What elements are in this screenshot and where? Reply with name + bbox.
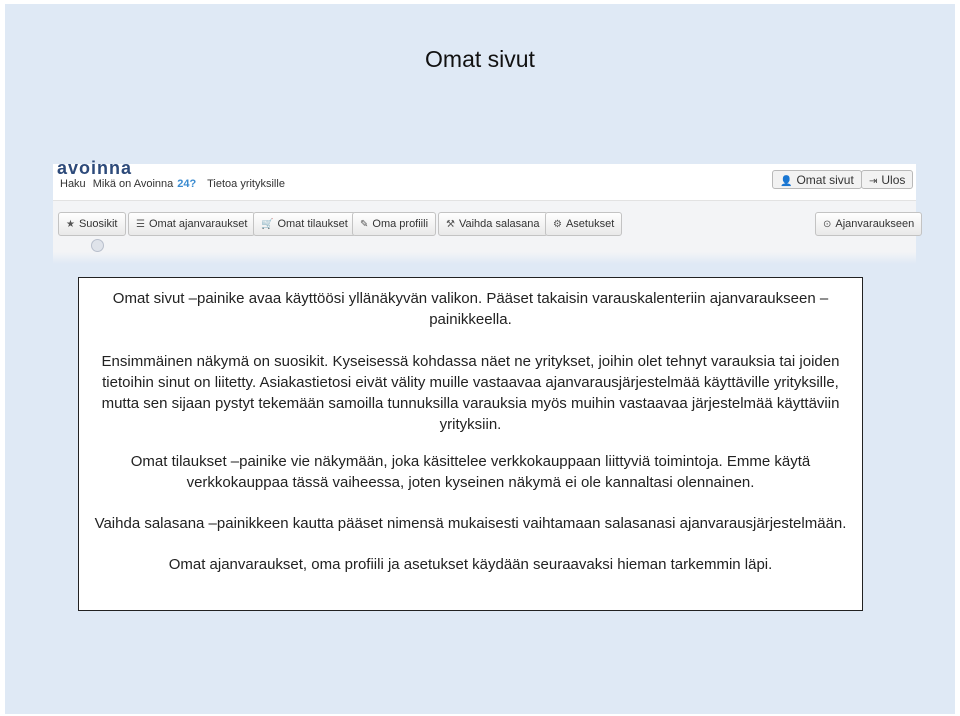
slide-title: Omat sivut	[425, 46, 535, 72]
app-screenshot	[53, 158, 916, 264]
screenshot-fade	[53, 252, 916, 264]
suosikit-button[interactable]: ★ Suosikit	[58, 212, 126, 236]
user-icon: 👤	[780, 176, 793, 187]
mika-link[interactable]: Mikä on Avoinna 24?	[92, 178, 197, 190]
ajanvaraukseen-button[interactable]: ⊙ Ajanvaraukseen	[815, 212, 922, 236]
slide	[5, 4, 955, 714]
info-paragraph-omat-tilaukset: Omat tilaukset –painike vie näkymään, joka käsittelee verkkokauppaan liittyviä toimintoja. Emme käytä verkkokauppaa tässä vaiheessa, joten kyseinen näkymä ei ole kannaltasi olennainen.	[130, 453, 811, 491]
user-nav	[53, 207, 916, 247]
haku-link[interactable]: Haku	[60, 178, 86, 190]
cart-icon: 🛒	[261, 219, 274, 230]
list-icon: ☰	[136, 219, 145, 230]
info-paragraph-suosikit: Ensimmäinen näkymä on suosikit. Kyseisessä kohdassa näet ne yritykset, joihin olet tehnyt varauksia tai joiden tietoihin sinut on liitetty. Asiakastietosi eivät välity muille vastaavaa ajanvarausjärjestelmää käyttäville yrityksille, mutta sen sijaan pystyt tekemään samoilla tunnuksilla varauksia myös muihin vastaavaa järjestelmää käyttäviin yrityksiin.	[101, 353, 840, 433]
breadcrumb	[60, 178, 289, 190]
gear-icon: ⚙	[553, 219, 562, 230]
logo: avoinna	[57, 158, 133, 178]
wrench-icon: ⚒	[446, 219, 455, 230]
brand-24: 24?	[177, 178, 197, 190]
slider-handle[interactable]	[91, 239, 104, 252]
info-box	[78, 277, 863, 611]
tietoa-link[interactable]: Tietoa yrityksille	[207, 178, 285, 190]
omat-ajanvaraukset-button[interactable]: ☰ Omat ajanvaraukset	[128, 212, 255, 236]
vaihda-salasana-button[interactable]: ⚒ Vaihda salasana	[438, 212, 548, 236]
info-paragraph-omat-sivut: Omat sivut –painike avaa käyttöösi yllänäkyvän valikon. Pääset takaisin varauskalenteriin ajanvaraukseen –painikkeella.	[112, 290, 829, 328]
logout-icon: ⇥	[869, 176, 878, 187]
omat-tilaukset-button[interactable]: 🛒 Omat tilaukset	[253, 212, 356, 236]
star-icon: ★	[66, 219, 75, 230]
ulos-button[interactable]: ⇥ Ulos	[861, 170, 913, 189]
info-paragraph-vaihda-salasana: Vaihda salasana –painikkeen kautta pääset nimensä mukaisesti vaihtamaan salasanasi ajanvarausjärjestelmään.	[94, 515, 847, 532]
asetukset-button[interactable]: ⚙ Asetukset	[545, 212, 622, 236]
oma-profiili-button[interactable]: ✎ Oma profiili	[352, 212, 436, 236]
omat-sivut-button[interactable]: 👤 Omat sivut	[772, 170, 862, 189]
app-header	[53, 158, 916, 201]
info-paragraph-summary: Omat ajanvaraukset, oma profiili ja asetukset käydään seuraavaksi hieman tarkemmin läpi.	[168, 556, 773, 573]
circle-arrow-icon: ⊙	[823, 219, 832, 230]
pencil-icon: ✎	[360, 219, 369, 230]
